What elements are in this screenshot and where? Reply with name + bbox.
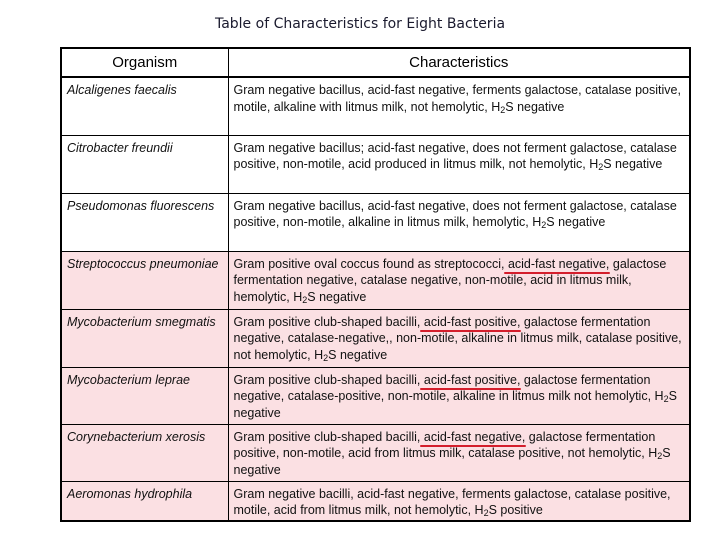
table-row [61, 251, 690, 309]
characteristics-cell: Gram positive club-shaped bacilli, acid-fast positive, galactose fermentation negative, catalase-negative,, non-motile, alkaline in litmus milk, catalase positive, not hemolytic, $H_2S$ negative [228, 309, 690, 367]
bacteria-table [60, 47, 691, 522]
header-organism: Organism [61, 48, 228, 77]
organism-cell: Citrobacter freundii [61, 135, 228, 193]
table-row [61, 367, 690, 424]
table-row [61, 309, 690, 367]
organism-cell: Mycobacterium smegmatis [61, 309, 228, 367]
organism-cell: Corynebacterium xerosis [61, 424, 228, 481]
organism-cell: Alcaligenes faecalis [61, 77, 228, 135]
organism-cell: Streptococcus pneumoniae [61, 251, 228, 309]
acid-fast-underline: acid-fast positive [423, 314, 517, 329]
organism-cell: Mycobacterium leprae [61, 367, 228, 424]
organism-cell: Aeromonas hydrophila [61, 481, 228, 521]
page-title: Table of Characteristics for Eight Bacteria [214, 16, 506, 32]
table-header-row [61, 48, 690, 77]
header-characteristics: Characteristics [228, 48, 690, 77]
table-row [61, 77, 690, 135]
characteristics-cell: Gram negative bacillus, acid-fast negative, does not ferment galactose, catalase positive, non-motile, alkaline in litmus milk, hemolytic, $H_2S$ negative [228, 193, 690, 251]
table-row [61, 424, 690, 481]
acid-fast-underline: acid-fast negative [507, 256, 606, 271]
characteristics-cell: Gram negative bacillus; acid-fast negative, does not ferment galactose, catalase positive, non-motile, acid produced in litmus milk, not hemolytic, $H_2S$ negative [228, 135, 690, 193]
characteristics-cell: Gram positive oval coccus found as streptococci, acid-fast negative, galactose fermentation negative, catalase negative, non-motile, acid in litmus milk, hemolytic, $H_2S$ negative [228, 251, 690, 309]
characteristics-cell: Gram positive club-shaped bacilli, acid-fast positive, galactose fermentation negative, catalase-positive, non-motile, alkaline in litmus milk not hemolytic, $H_2S$ negative [228, 367, 690, 424]
table-row [61, 481, 690, 521]
acid-fast-underline: acid-fast negative [423, 429, 522, 444]
characteristics-cell: Gram negative bacillus, acid-fast negative, ferments galactose, catalase positive, motile, alkaline with litmus milk, not hemolytic, $H_2S$ negative [228, 77, 690, 135]
characteristics-cell: Gram negative bacilli, acid-fast negative, ferments galactose, catalase positive, motile, acid from litmus milk, not hemolytic, $H_2S$ positive [228, 481, 690, 521]
acid-fast-underline: acid-fast positive [423, 372, 517, 387]
table-row [61, 135, 690, 193]
characteristics-cell: Gram positive club-shaped bacilli, acid-fast negative, galactose fermentation positive, non-motile, acid from litmus milk, catalase positive, not hemolytic, $H_2S$ negative [228, 424, 690, 481]
organism-cell: Pseudomonas fluorescens [61, 193, 228, 251]
table-row [61, 193, 690, 251]
